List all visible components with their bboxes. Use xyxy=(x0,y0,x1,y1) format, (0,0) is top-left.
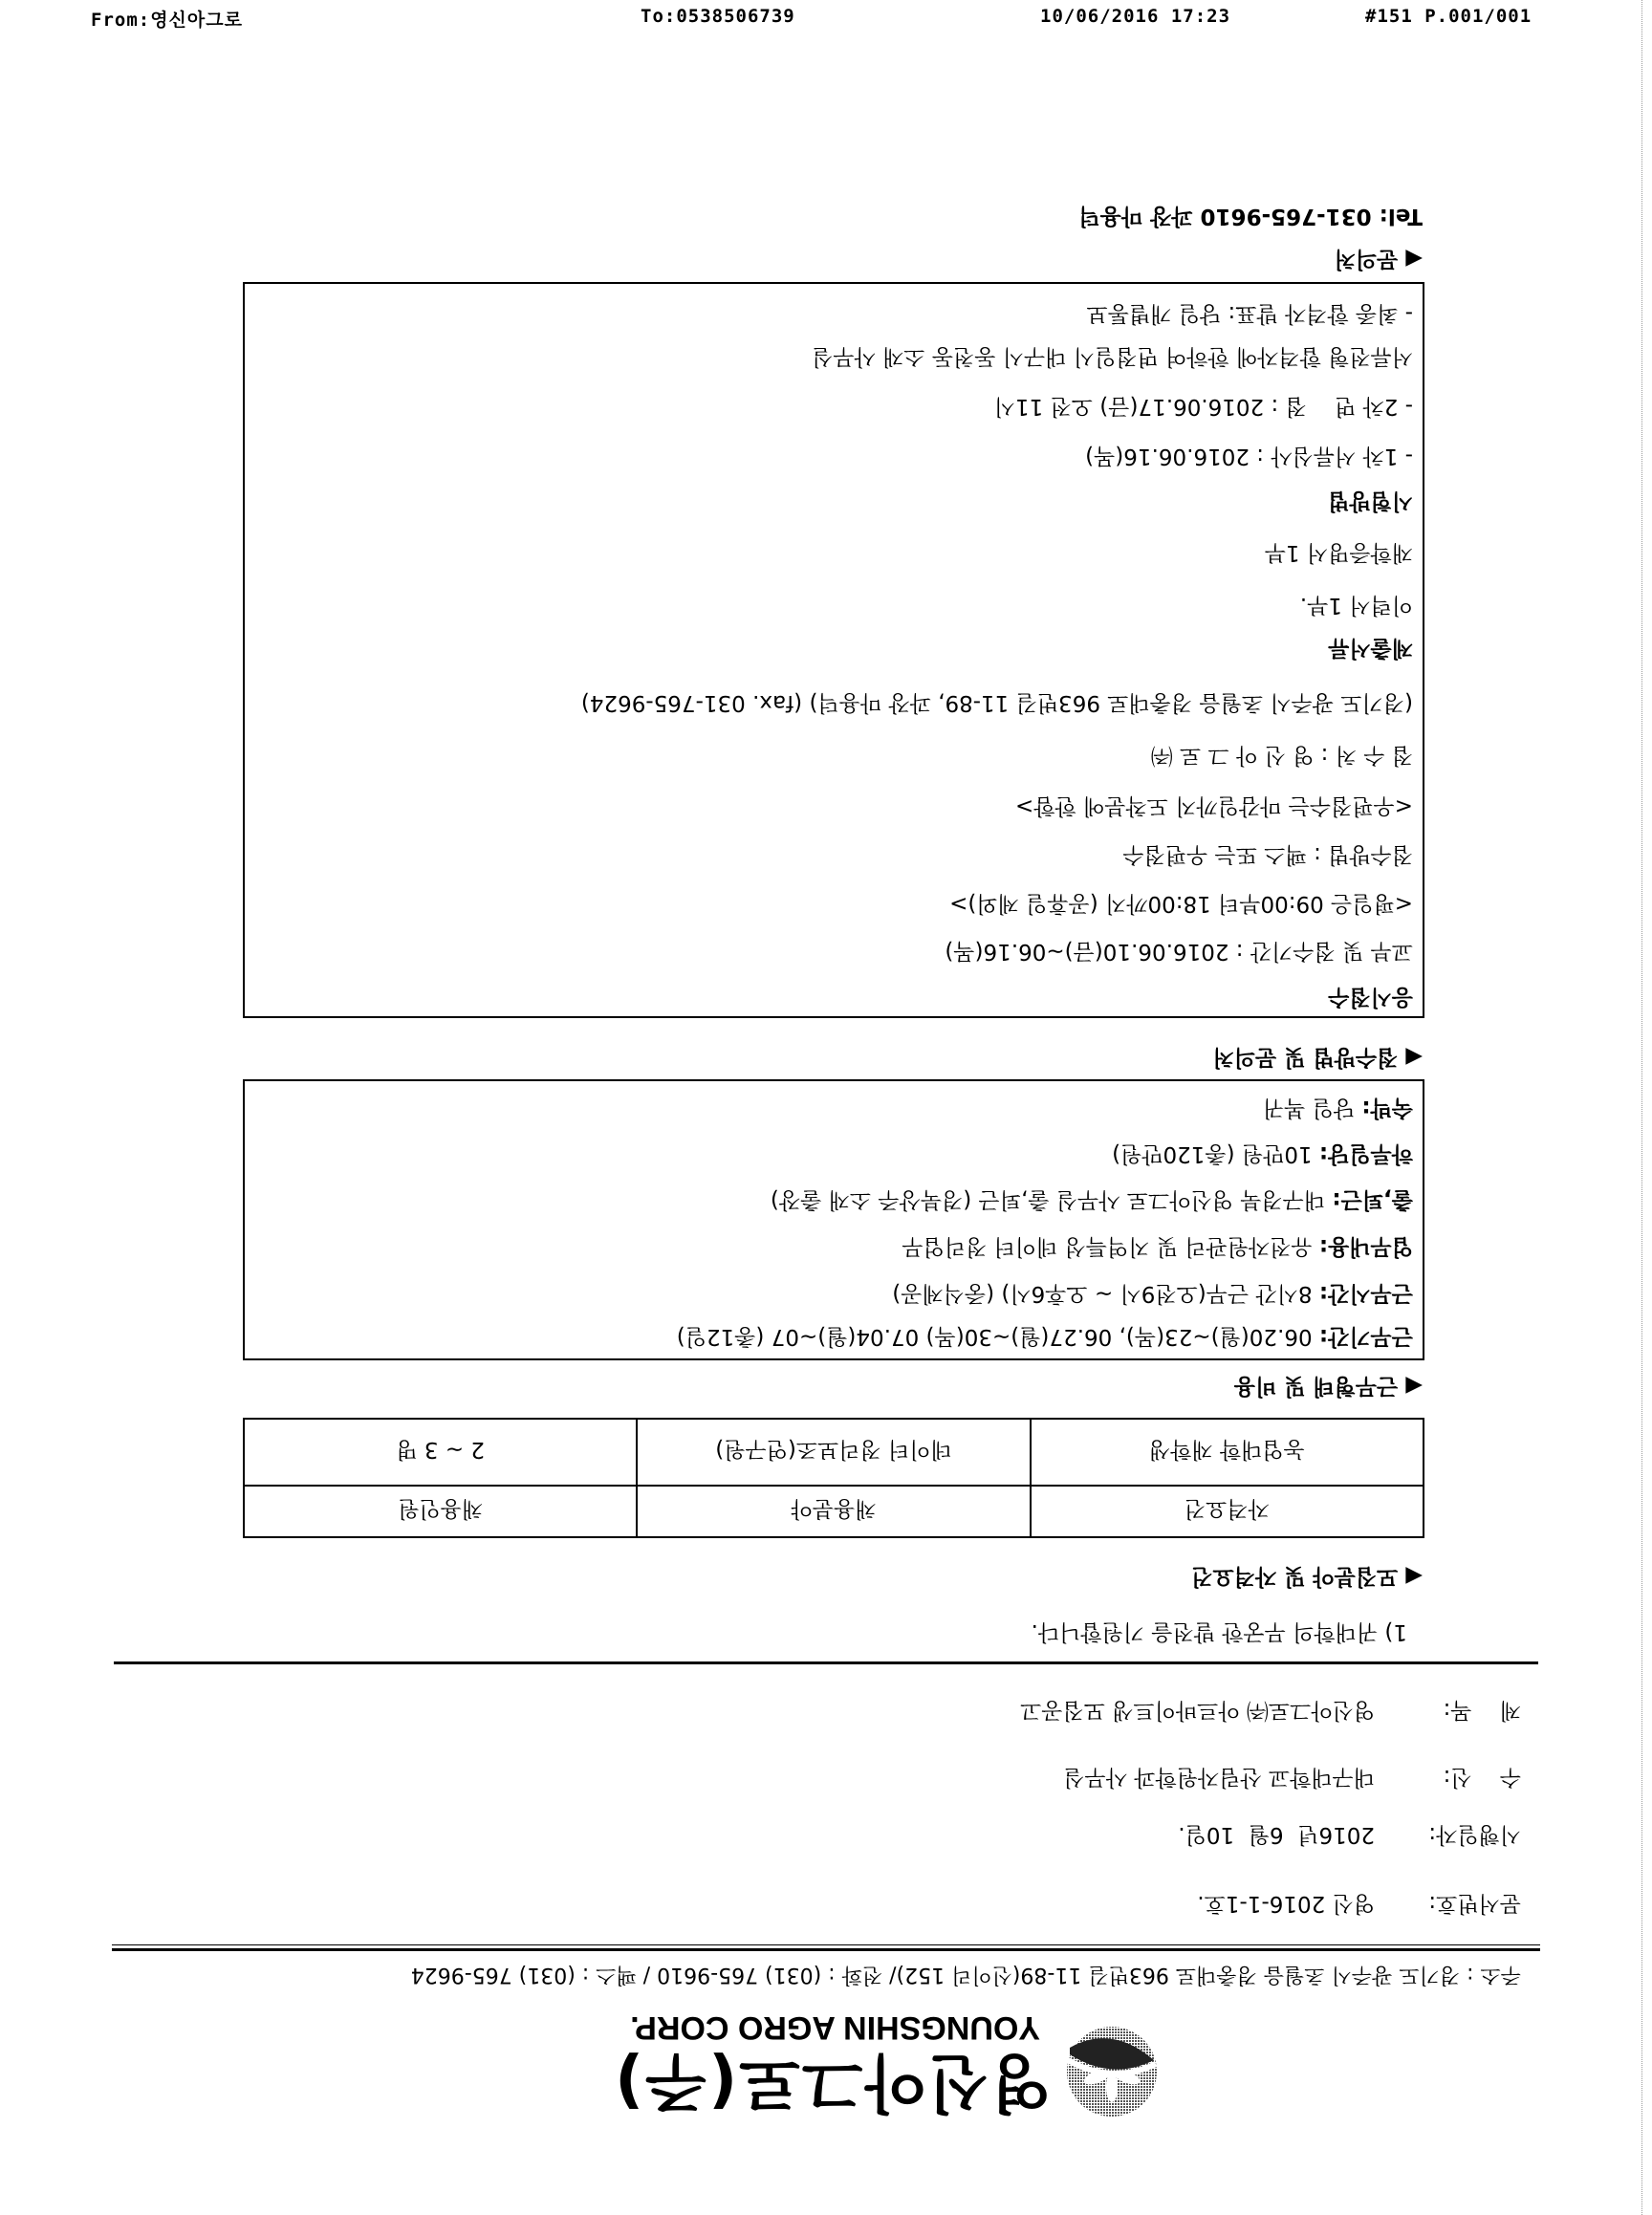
apply-line: 접수방법 : 팩스 또는 우편접수 xyxy=(1122,842,1413,867)
apply-line: <우편접수는 마감일까지 도착분에 한함> xyxy=(1015,793,1413,818)
work-value: 유전자원관리 및 지역특성 데이터 정리업무 xyxy=(902,1234,1319,1259)
exam-line: 서류전형 합격자에 한하여 면접일시 대구시 동천동 소재 사무실 xyxy=(812,344,1413,369)
subject-label: 제 목: xyxy=(1443,1698,1521,1723)
work-value: 당일 복귀 xyxy=(1262,1096,1362,1120)
work-line xyxy=(892,1280,1413,1307)
work-label: 하루일당: xyxy=(1318,1141,1413,1166)
work-value: 8시간 근무(오전9시 ~ 오후6시) (중식제공) xyxy=(892,1281,1319,1306)
contact-tel: Tel: 031-765-9610 과장 마용덕 xyxy=(1078,204,1423,228)
table-row xyxy=(244,1419,1424,1486)
exam-line: - 1차 서류심사 : 2016.06.16(목) xyxy=(1085,444,1413,468)
exam-line: - 최종 합격자 발표: 당일 개별통보 xyxy=(1086,301,1413,326)
section-apply-title: ◀ 접수방법 및 문의처 xyxy=(1212,1045,1423,1070)
subject: 영신아그로㈜ 아르바이트생 모집공고 xyxy=(1020,1698,1375,1723)
table-header-cell: 채용인원 xyxy=(244,1486,637,1537)
table-cell: 2 ~ 3 명 xyxy=(244,1419,637,1486)
table-cell: 데이터 정리보조(연구원) xyxy=(637,1419,1030,1486)
fax-from: From:영신아그로 xyxy=(91,10,243,31)
header-divider xyxy=(114,1661,1538,1664)
fax-page: #151 P.001/001 xyxy=(1365,6,1532,27)
work-label: 근무시간: xyxy=(1318,1281,1413,1306)
work-line xyxy=(1263,1095,1413,1121)
docs-line: 이력서 1부. xyxy=(1299,593,1413,618)
fax-datetime: 10/06/2016 17:23 xyxy=(1040,6,1231,27)
company-name-ko: 영신아그로(주) xyxy=(613,2046,1052,2119)
apply-heading: 응시접수 xyxy=(1328,985,1413,1010)
work-line xyxy=(902,1233,1413,1260)
section-work-title: ◀ 근무형태 및 비용 xyxy=(1233,1374,1423,1399)
work-value: 10만원 (총120만원) xyxy=(1112,1141,1319,1166)
intro-text: 1) 귀대학의 무궁한 발전을 기원합니다. xyxy=(1031,1619,1407,1644)
letterhead-divider-thin xyxy=(112,1944,1540,1945)
section-recruitment-title: ◀ 모집분야 및 자격요건 xyxy=(1191,1564,1423,1589)
work-line xyxy=(771,1186,1413,1213)
exam-heading: 시험방법 xyxy=(1328,489,1413,513)
work-line xyxy=(1112,1140,1413,1167)
exam-line: - 2차 면 접 : 2016.06.17(금) 오전 11시 xyxy=(993,394,1413,419)
scan-edge xyxy=(1641,0,1642,2215)
company-logo-icon xyxy=(1064,2024,1160,2119)
docs-heading: 제출서류 xyxy=(1328,636,1413,661)
work-value: 대구경북 영신아그로 사무실 출,퇴근 (경북상주 소재 출장) xyxy=(770,1187,1333,1212)
work-label: 출,퇴근: xyxy=(1332,1187,1413,1212)
apply-line: (경기도 광주시 초월읍 경충대로 963번길 11-89, 과장 마용덕) (fax. 031-765-9624) xyxy=(580,690,1413,715)
contact-title: ◀ 문의처 xyxy=(1334,247,1423,271)
doc-number-label: 문서번호: xyxy=(1428,1891,1521,1916)
recipient: 대구대학교 산림자원학과 사무실 xyxy=(1063,1765,1375,1790)
recipient-label: 수 신: xyxy=(1443,1765,1521,1790)
letterhead-divider xyxy=(112,1948,1540,1951)
table-header-cell: 채용분야 xyxy=(637,1486,1030,1537)
fax-to: To:0538506739 xyxy=(641,6,795,27)
work-conditions-box xyxy=(243,1079,1424,1360)
work-label: 근무기간: xyxy=(1318,1324,1413,1349)
work-label: 숙박: xyxy=(1361,1096,1413,1120)
company-address: 주소 : 경기도 광주시 초월읍 경충대로 963번길 11-89(신이리 152)/ 전화 : (031) 765-9610 / 팩스 : (031) 765-9624 xyxy=(410,1963,1521,1987)
apply-line: 교부 및 접수기간 : 2016.06.10(금)~06.16(목) xyxy=(945,939,1413,964)
apply-line: <평일은 09:00부터 18:00까지 (공휴일 제외)> xyxy=(949,891,1413,916)
recruitment-table xyxy=(243,1418,1424,1538)
table-cell: 농업대학 재학생 xyxy=(1031,1419,1424,1486)
work-label: 업무내용: xyxy=(1318,1234,1413,1259)
work-line xyxy=(677,1323,1413,1350)
table-header-row xyxy=(244,1486,1424,1537)
apply-line: 접 수 처 : 영 신 아 그 로 ㈜ xyxy=(1150,743,1413,768)
issue-date: 2016년 6월 10일. xyxy=(1178,1822,1375,1847)
date-label: 시행일자: xyxy=(1428,1822,1521,1847)
table-header-cell: 자격요건 xyxy=(1031,1486,1424,1537)
doc-number: 영신 2016-1-1호. xyxy=(1197,1891,1375,1916)
docs-line: 재학증명서 1부 xyxy=(1264,540,1413,565)
work-value: 06.20(월)~23(목), 06.27(월)~30(목) 07.04(월)~07 (총12일) xyxy=(676,1324,1319,1349)
company-name-en: YOUNGSHIN AGRO CORP. xyxy=(630,2009,1040,2046)
